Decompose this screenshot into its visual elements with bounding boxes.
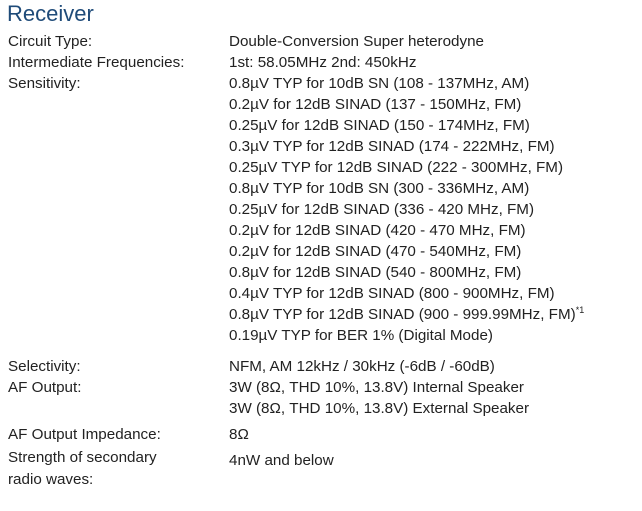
spec-value: 0.25µV for 12dB SINAD (150 - 174MHz, FM) xyxy=(229,117,530,134)
spec-value: 0.19µV TYP for BER 1% (Digital Mode) xyxy=(229,327,493,344)
spec-label: AF Output: xyxy=(8,379,82,396)
spec-value: 1st: 58.05MHz 2nd: 450kHz xyxy=(229,54,417,71)
spec-value: NFM, AM 12kHz / 30kHz (-6dB / -60dB) xyxy=(229,358,495,375)
spec-value: 0.8µV for 12dB SINAD (540 - 800MHz, FM) xyxy=(229,264,522,281)
spec-value: 0.3µV TYP for 12dB SINAD (174 - 222MHz, FM) xyxy=(229,138,555,155)
spec-label: Selectivity: xyxy=(8,358,81,375)
spec-value: 3W (8Ω, THD 10%, 13.8V) External Speaker xyxy=(229,400,530,417)
spec-label: Sensitivity: xyxy=(8,75,81,92)
spec-label: AF Output Impedance: xyxy=(8,426,161,443)
spec-label: Strength of secondary xyxy=(8,449,157,466)
spec-value: 0.2µV for 12dB SINAD (470 - 540MHz, FM) xyxy=(229,243,522,260)
spec-value: 0.8µV TYP for 10dB SN (300 - 336MHz, AM) xyxy=(229,180,530,197)
section-title: Receiver xyxy=(7,1,94,26)
spec-label: Circuit Type: xyxy=(8,33,93,50)
spec-value: Double-Conversion Super heterodyne xyxy=(229,33,484,50)
spec-value: 4nW and below xyxy=(229,452,334,469)
spec-value: 8Ω xyxy=(229,426,249,443)
spec-value: 0.8µV TYP for 10dB SN (108 - 137MHz, AM) xyxy=(229,75,530,92)
spec-value: 0.25µV TYP for 12dB SINAD (222 - 300MHz, FM) xyxy=(229,159,564,176)
spec-value: 3W (8Ω, THD 10%, 13.8V) Internal Speaker xyxy=(229,379,524,396)
spec-value-with-footnote xyxy=(229,304,584,325)
spec-value: 0.4µV TYP for 12dB SINAD (800 - 900MHz, FM) xyxy=(229,285,555,302)
spec-label: Intermediate Frequencies: xyxy=(8,54,185,71)
spec-value: 0.8µV TYP for 12dB SINAD (900 - 999.99MHz, FM) xyxy=(229,306,576,323)
footnote-marker: *1 xyxy=(575,304,585,315)
spec-label: radio waves: xyxy=(8,471,94,488)
spec-value: 0.2µV for 12dB SINAD (137 - 150MHz, FM) xyxy=(229,96,522,113)
spec-value: 0.25µV for 12dB SINAD (336 - 420 MHz, FM) xyxy=(229,201,535,218)
spec-value: 0.2µV for 12dB SINAD (420 - 470 MHz, FM) xyxy=(229,222,526,239)
